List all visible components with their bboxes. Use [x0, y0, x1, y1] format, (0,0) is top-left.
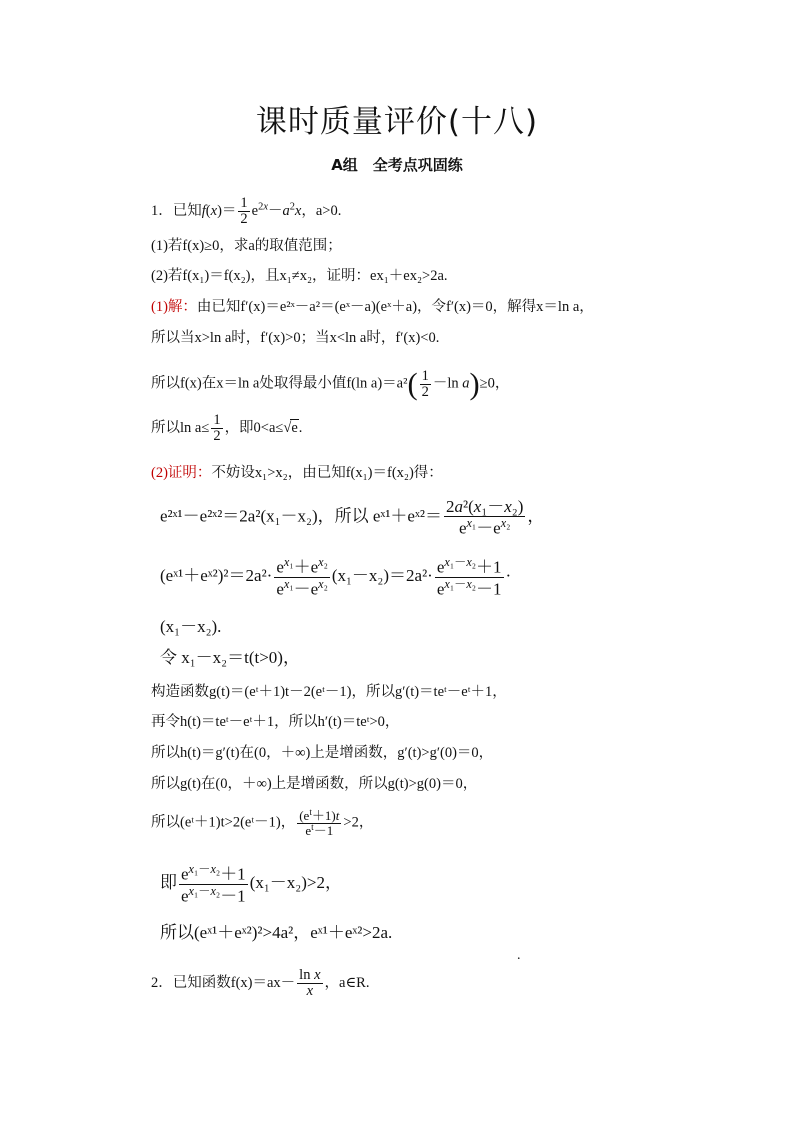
- solution-line-b: 所以f(x)在x＝ln a处取得最小值f(ln a)＝a²( $\frac{1}{2}$ －ln a)≥0，: [151, 367, 510, 401]
- stray-dot: .: [517, 948, 521, 963]
- solution-1-line: (1)解：由已知f′(x)＝e²ˣ－a²＝(eˣ－a)(eˣ＋a)，令f′(x)＝0，解得x＝ln a，: [151, 299, 594, 315]
- equation-1: e²ˣ¹－e²ˣ²＝2a²(x₁－x₂)，所以 eˣ¹＋eˣ²＝ $\frac{\text{2a²(x₁－x₂)}}{e^{x_1}-e^{x_2}}$ ，: [160, 497, 545, 538]
- equation-5: 即 $\frac{e^{x_1-x_2}+1}{e^{x_1-x_2}-1}$ (x₁－x₂)>2，: [160, 862, 342, 906]
- solution-label: (1)解：: [151, 299, 197, 315]
- text-line-4: 所以g(t)在(0，＋∞)上是增函数，所以g(t)>g(0)＝0，: [151, 776, 478, 792]
- part-2-question: (2)若f(x₁)＝f(x₂)，且x₁≠x₂，证明：ex₁＋ex₂>2a.: [151, 268, 448, 284]
- text-line-2: 再令h(t)＝teᵗ－eᵗ＋1，所以h′(t)＝teᵗ>0，: [151, 714, 400, 730]
- section-subtitle: A组 全考点巩固练: [331, 156, 463, 174]
- text-line-5: 所以(eᵗ＋1)t>2(eᵗ－1)， $\frac{(e^t+1)t}{e^t-1}$ >2，: [151, 808, 374, 838]
- page-title: 课时质量评价(十八): [255, 104, 539, 140]
- proof-label: (2)证明：: [151, 465, 212, 481]
- equation-3: (x₁－x₂).: [160, 617, 222, 636]
- equation-4: 令 x₁－x₂＝t(t>0)，: [160, 648, 300, 667]
- solution-2-line: (2)证明：不妨设x₁>x₂，由已知f(x₁)＝f(x₂)得：: [151, 465, 443, 481]
- solution-line-a: 所以当x>ln a时，f′(x)>0；当x<ln a时，f′(x)<0.: [151, 330, 440, 346]
- text-line-3: 所以h(t)＝g′(t)在(0，＋∞)上是增函数，g′(t)>g′(0)＝0，: [151, 745, 494, 761]
- text-line-1: 构造函数g(t)＝(eᵗ＋1)t－2(eᵗ－1)，所以g′(t)＝teᵗ－eᵗ＋1，: [151, 684, 507, 700]
- frac-one-half: $\frac{1}{2}$: [240, 195, 248, 228]
- equation-2: (eˣ¹＋eˣ²)²＝2a²· $\frac{e^{x_1}+e^{x_2}}{e^{x_1}-e^{x_2}}$ (x₁－x₂)＝2a²· $\frac{e^{x_1-x_2}+1}{e^{x_1-x_2}-1}$ ·: [160, 555, 512, 599]
- part-1-question: (1)若f(x)≥0，求a的取值范围；: [151, 238, 342, 254]
- solution-line-c: 所以ln a≤ $\frac{1}{2}$ ，即0<a≤√e.: [151, 412, 303, 445]
- equation-6: 所以(eˣ¹＋eˣ²)²>4a²，eˣ¹＋eˣ²>2a.: [160, 923, 393, 942]
- problem-2-statement: 2．已知函数f(x)＝ax－ $\frac{\text{ln x}}{x}$ ，a∈R.: [151, 967, 370, 1000]
- problem-1-statement: 1．已知f(x)＝ $\frac{1}{2}$ $e^{2x}-a^2x$，a>0.: [151, 195, 342, 228]
